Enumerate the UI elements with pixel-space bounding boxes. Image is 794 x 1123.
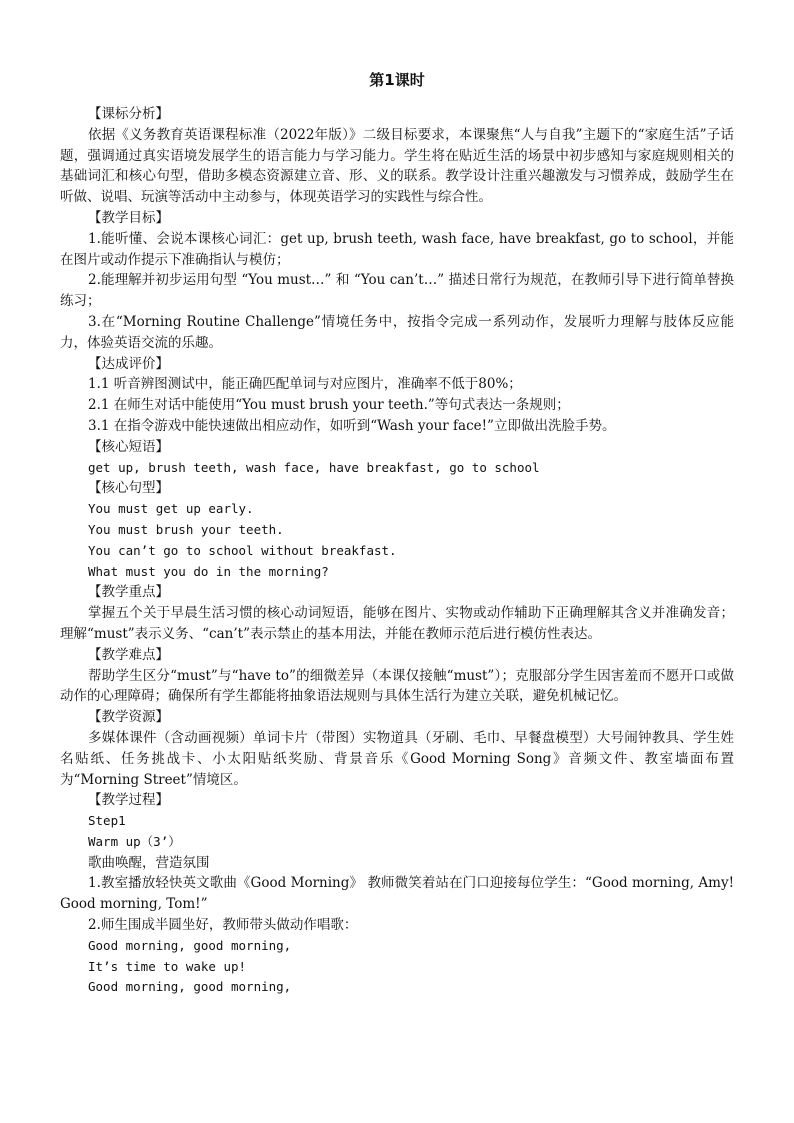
sentence-item: You must get up early. (88, 501, 254, 517)
process-step: Step1 (88, 813, 126, 829)
key-points-text: 掌握五个关于早晨生活习惯的核心动词短语，能够在图片、实物或动作辅助下正确理解其含义并准确发音；理解“must”表示义务、“can’t”表示禁止的基本用法，并能在教师示范后进行模仿性表达。 (60, 605, 734, 642)
process-paragraph: 1.教室播放轻快英文歌曲《Good Morning》 教师微笑着站在门口迎接每位学生：“Good morning, Amy! Good morning, Tom!” (60, 875, 734, 913)
sentence-item: What must you do in the morning? (88, 563, 329, 579)
assessment-heading: 【达成评价】 (88, 355, 169, 372)
phrases-heading: 【核心短语】 (88, 438, 169, 455)
analysis-heading: 【课标分析】 (88, 106, 169, 122)
process-activity: 歌曲唤醒，营造氛围 (88, 854, 210, 871)
resources-heading: 【教学资源】 (88, 709, 169, 726)
document-page (60, 70, 734, 998)
phrases-list: get up, brush teeth, wash face, have breakfast, go to school (88, 459, 540, 475)
goal-item: 1.能听懂、会说本课核心词汇：get up, brush teeth, wash face, have breakfast, go to school，并能在图片或动作提示下准确指认与模仿； (60, 230, 734, 268)
page-title: 第1课时 (369, 71, 425, 89)
difficulty-heading: 【教学难点】 (88, 646, 169, 663)
resources-text: 多媒体课件（含动画视频）单词卡片（带图）实物道具（牙刷、毛巾、早餐盘模型）大号闹钟教具、学生姓名贴纸、任务挑战卡、小太阳贴纸奖励、背景音乐《Good Morning Song》音频文件、教室墙面布置为“Morning Street”情境区。 (60, 729, 734, 788)
goal-item: 3.在“Morning Routine Challenge”情境任务中，按指令完成一系列动作，发展听力理解与肢体反应能力，体验英语交流的乐趣。 (60, 313, 734, 351)
song-line: Good morning, good morning, (88, 979, 292, 995)
goals-heading: 【教学目标】 (88, 209, 169, 226)
song-line: Good morning, good morning, (88, 937, 292, 953)
song-line: It’s time to wake up! (88, 958, 247, 974)
analysis-text: 依据《义务教育英语课程标准（2022年版）》二级目标要求，本课聚焦“人与自我”主题下的“家庭生活”子话题，强调通过真实语境发展学生的语言能力与学习能力。学生将在贴近生活的场景中初步感知与家庭规则相关的基础词汇和核心句型，借助多模态资源建立音、形、义的联系。教学设计注重兴趣激发与习惯养成，鼓励学生在听做、说唱、玩演等活动中主动参与，体现英语学习的实践性与综合性。 (60, 126, 734, 206)
sentence-item: You must brush your teeth. (88, 521, 284, 537)
process-step2: 2.师生围成半圆坐好，教师带头做动作唱歌： (88, 917, 358, 934)
process-heading: 【教学过程】 (88, 792, 169, 809)
assessment-item: 1.1 听音辨图测试中，能正确匹配单词与对应图片，准确率不低于80%； (88, 376, 522, 393)
sentences-heading: 【核心句型】 (88, 480, 169, 497)
sentence-item: You can’t go to school without breakfast. (88, 542, 397, 558)
difficulty-text: 帮助学生区分“must”与“have to”的细微差异（本课仅接触“must”）；克服部分学生因害羞而不愿开口或做动作的心理障碍；确保所有学生都能将抽象语法规则与具体生活行为建立关联，避免机械记忆。 (60, 667, 734, 705)
key-points-heading: 【教学重点】 (88, 584, 169, 601)
assessment-item: 2.1 在师生对话中能使用“You must brush your teeth.”等句式表达一条规则； (88, 397, 570, 414)
process-step-title: Warm up（3’） (88, 833, 181, 849)
goal-item: 2.能理解并初步运用句型 “You must…” 和 “You can’t…” 描述日常行为规范，在教师引导下进行简单替换练习； (60, 272, 734, 310)
assessment-item: 3.1 在指令游戏中能快速做出相应动作，如听到“Wash your face!”立即做出洗脸手势。 (88, 417, 616, 434)
